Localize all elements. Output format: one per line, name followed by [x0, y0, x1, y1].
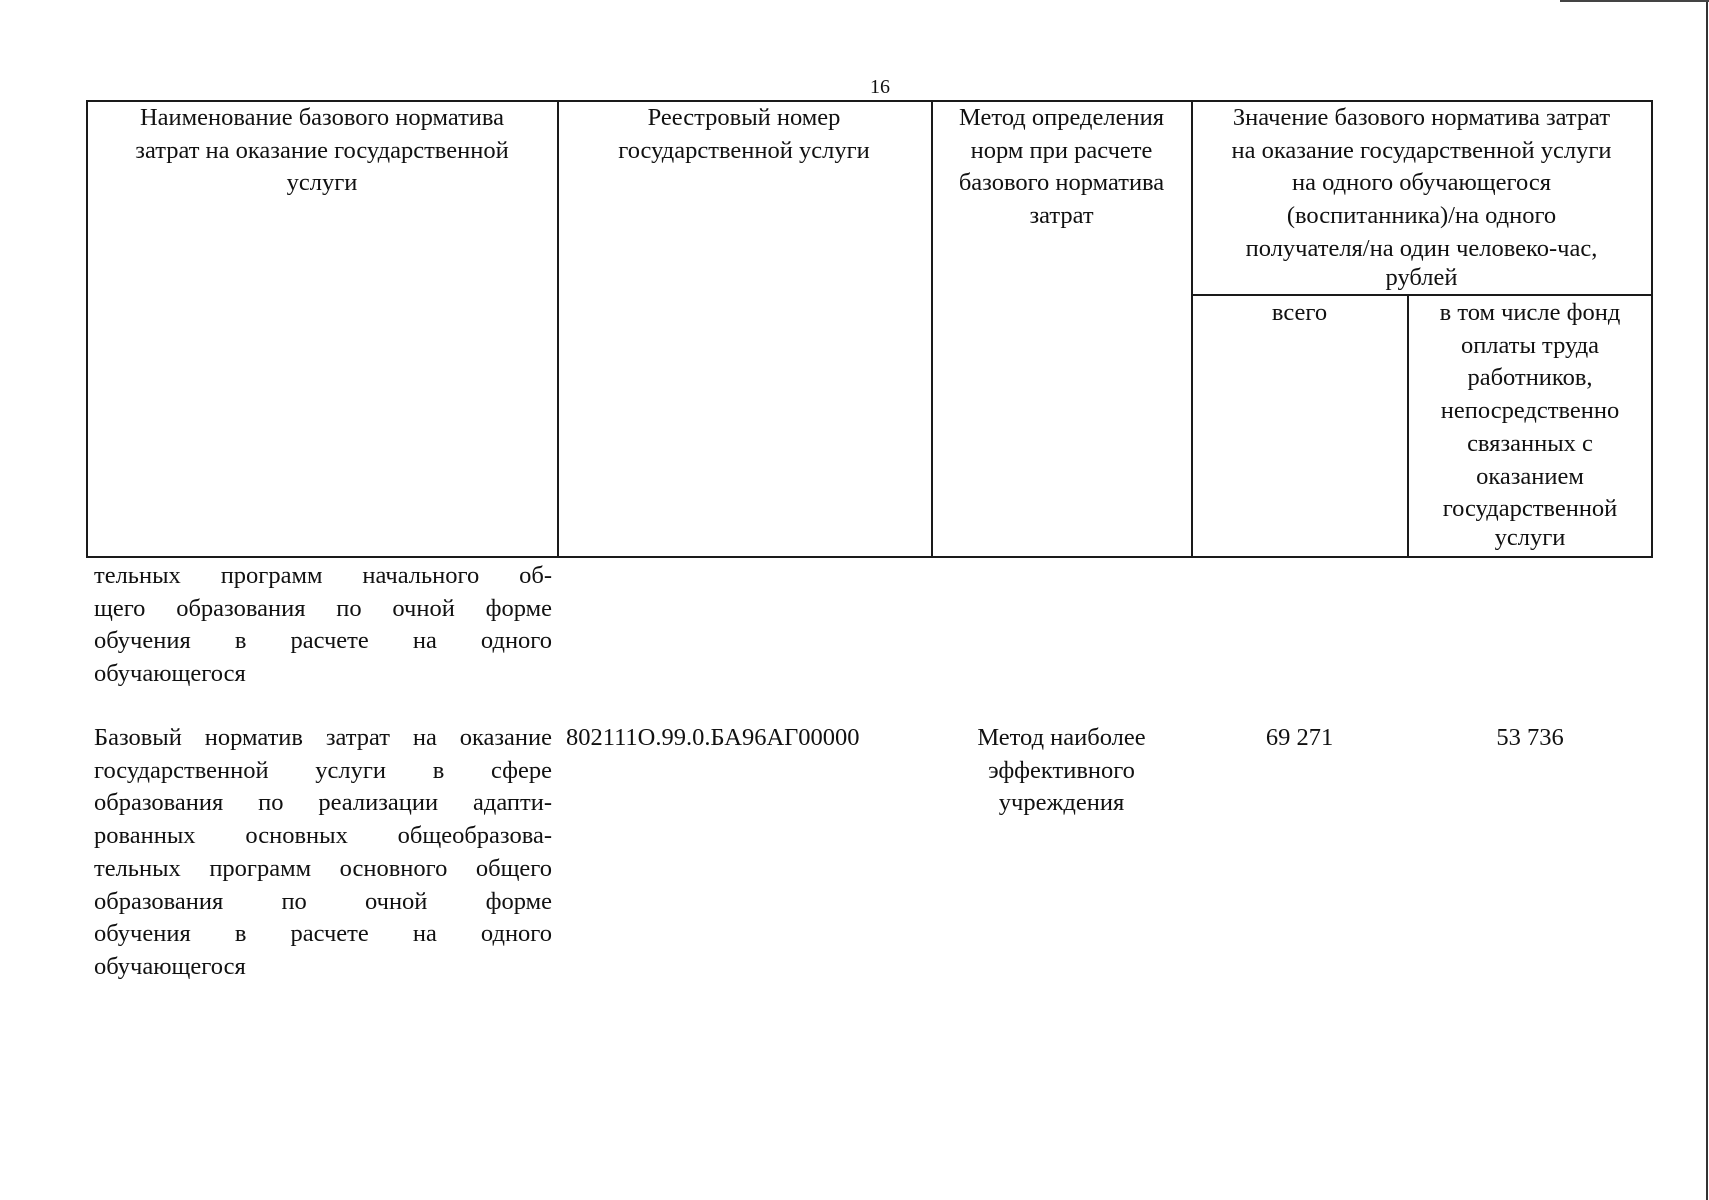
- row-2-total: 69 271: [1265, 724, 1334, 751]
- row-2-payroll: 53 736: [1496, 724, 1564, 751]
- page-number: 16: [870, 76, 890, 98]
- column-divider-3: [1191, 100, 1193, 558]
- row-2-method: Метод наиболее эффективного учреждения: [977, 724, 1146, 817]
- table-border-bottom: [86, 556, 1653, 558]
- row-2-registry: 802111О.99.0.БА96АГ00000: [566, 724, 860, 751]
- column-divider-2: [931, 100, 933, 558]
- table-border-right: [1651, 100, 1653, 558]
- header-total: всего: [1271, 299, 1328, 326]
- header-method: Метод определения норм при расчете базового норматива затрат: [958, 104, 1165, 230]
- header-payroll: в том числе фонд оплаты труда работников, непосредственно связанных с оказанием государственной услуги: [1439, 299, 1621, 551]
- scan-edge-top: [1560, 0, 1709, 2]
- column-divider-1: [557, 100, 559, 558]
- scan-edge-right: [1706, 0, 1708, 1200]
- header-name: Наименование базового норматива затрат на оказание государственной услуги: [135, 104, 509, 197]
- header-registry: Реестровый номер государственной услуги: [618, 104, 870, 164]
- row-2-name: Базовый норматив затрат на оказание государственной услуги в сфере образования по реализации адапти- рованных основных общеобразова- тельных программ основного общего образования по очной форме обучения в расчете на одного обучающегося: [94, 724, 552, 980]
- value-subheader-divider: [1191, 294, 1653, 296]
- column-divider-4: [1407, 294, 1409, 558]
- row-1-name: тельных программ начального об- щего образования по очной форме обучения в расчете на одного обучающегося: [94, 562, 552, 688]
- header-value: Значение базового норматива затрат на оказание государственной услуги на одного обучающегося (воспитанника)/на одного получателя/на один человеко-час, рублей: [1231, 104, 1612, 291]
- table-border-left: [86, 100, 88, 558]
